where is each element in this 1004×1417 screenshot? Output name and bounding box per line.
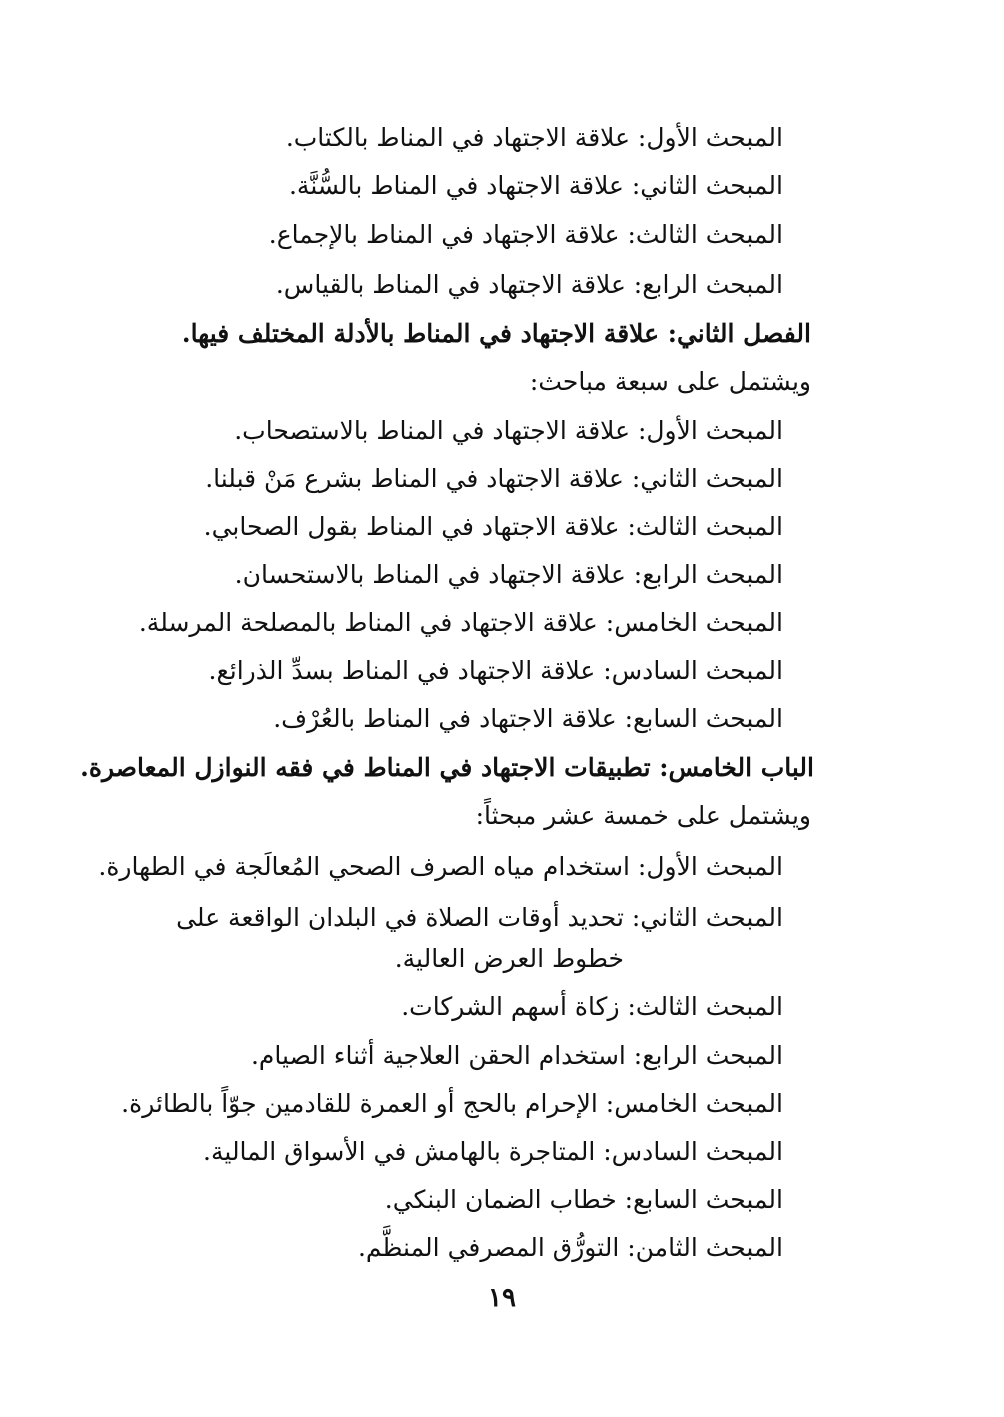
chapter-heading: الفصل الثاني: علاقة الاجتهاد في المناط بالأدلة المختلف فيها. [181,319,811,348]
section-line: المبحث السادس: المتاجرة بالهامش في الأسواق المالية. [203,1137,783,1166]
section-line: المبحث الثالث: زكاة أسهم الشركات. [401,992,783,1021]
part-intro: ويشتمل على خمسة عشر مبحثاً: [475,801,811,830]
section-line: المبحث السادس: علاقة الاجتهاد في المناط بسدِّ الذرائع. [208,656,783,685]
section-line: المبحث الثاني: تحديد أوقات الصلاة في البلدان الواقعة على [176,903,783,932]
section-line: المبحث الأول: استخدام مياه الصرف الصحي المُعالَجة في الطهارة. [98,852,783,881]
page-number: ١٩ [488,1283,516,1313]
section-line: المبحث الرابع: استخدام الحقن العلاجية أثناء الصيام. [250,1041,783,1070]
section-line: المبحث الأول: علاقة الاجتهاد في المناط بالكتاب. [285,123,783,152]
section-line: المبحث الثاني: علاقة الاجتهاد في المناط بشرع مَنْ قبلنا. [205,464,783,493]
section-line: المبحث الخامس: الإحرام بالحج أو العمرة للقادمين جوّاً بالطائرة. [121,1089,783,1118]
section-line: المبحث السابع: خطاب الضمان البنكي. [384,1185,783,1214]
section-line: المبحث الثاني: علاقة الاجتهاد في المناط بالسُّنَّة. [288,171,783,200]
section-line: المبحث السابع: علاقة الاجتهاد في المناط بالعُرْف. [273,704,783,733]
section-line-continuation: خطوط العرض العالية. [394,944,624,973]
section-line: المبحث الثالث: علاقة الاجتهاد في المناط بالإجماع. [268,220,783,249]
section-line: المبحث الرابع: علاقة الاجتهاد في المناط بالاستحسان. [234,560,783,589]
section-line: المبحث الخامس: علاقة الاجتهاد في المناط بالمصلحة المرسلة. [138,608,783,637]
part-heading: الباب الخامس: تطبيقات الاجتهاد في المناط في فقه النوازل المعاصرة. [80,753,814,782]
section-line: المبحث الرابع: علاقة الاجتهاد في المناط بالقياس. [275,270,783,299]
section-line: المبحث الثامن: التورُّق المصرفي المنظَّم. [357,1233,783,1262]
section-line: المبحث الثالث: علاقة الاجتهاد في المناط بقول الصحابي. [203,512,783,541]
chapter-intro: ويشتمل على سبعة مباحث: [529,367,811,396]
section-line: المبحث الأول: علاقة الاجتهاد في المناط بالاستصحاب. [234,416,783,445]
